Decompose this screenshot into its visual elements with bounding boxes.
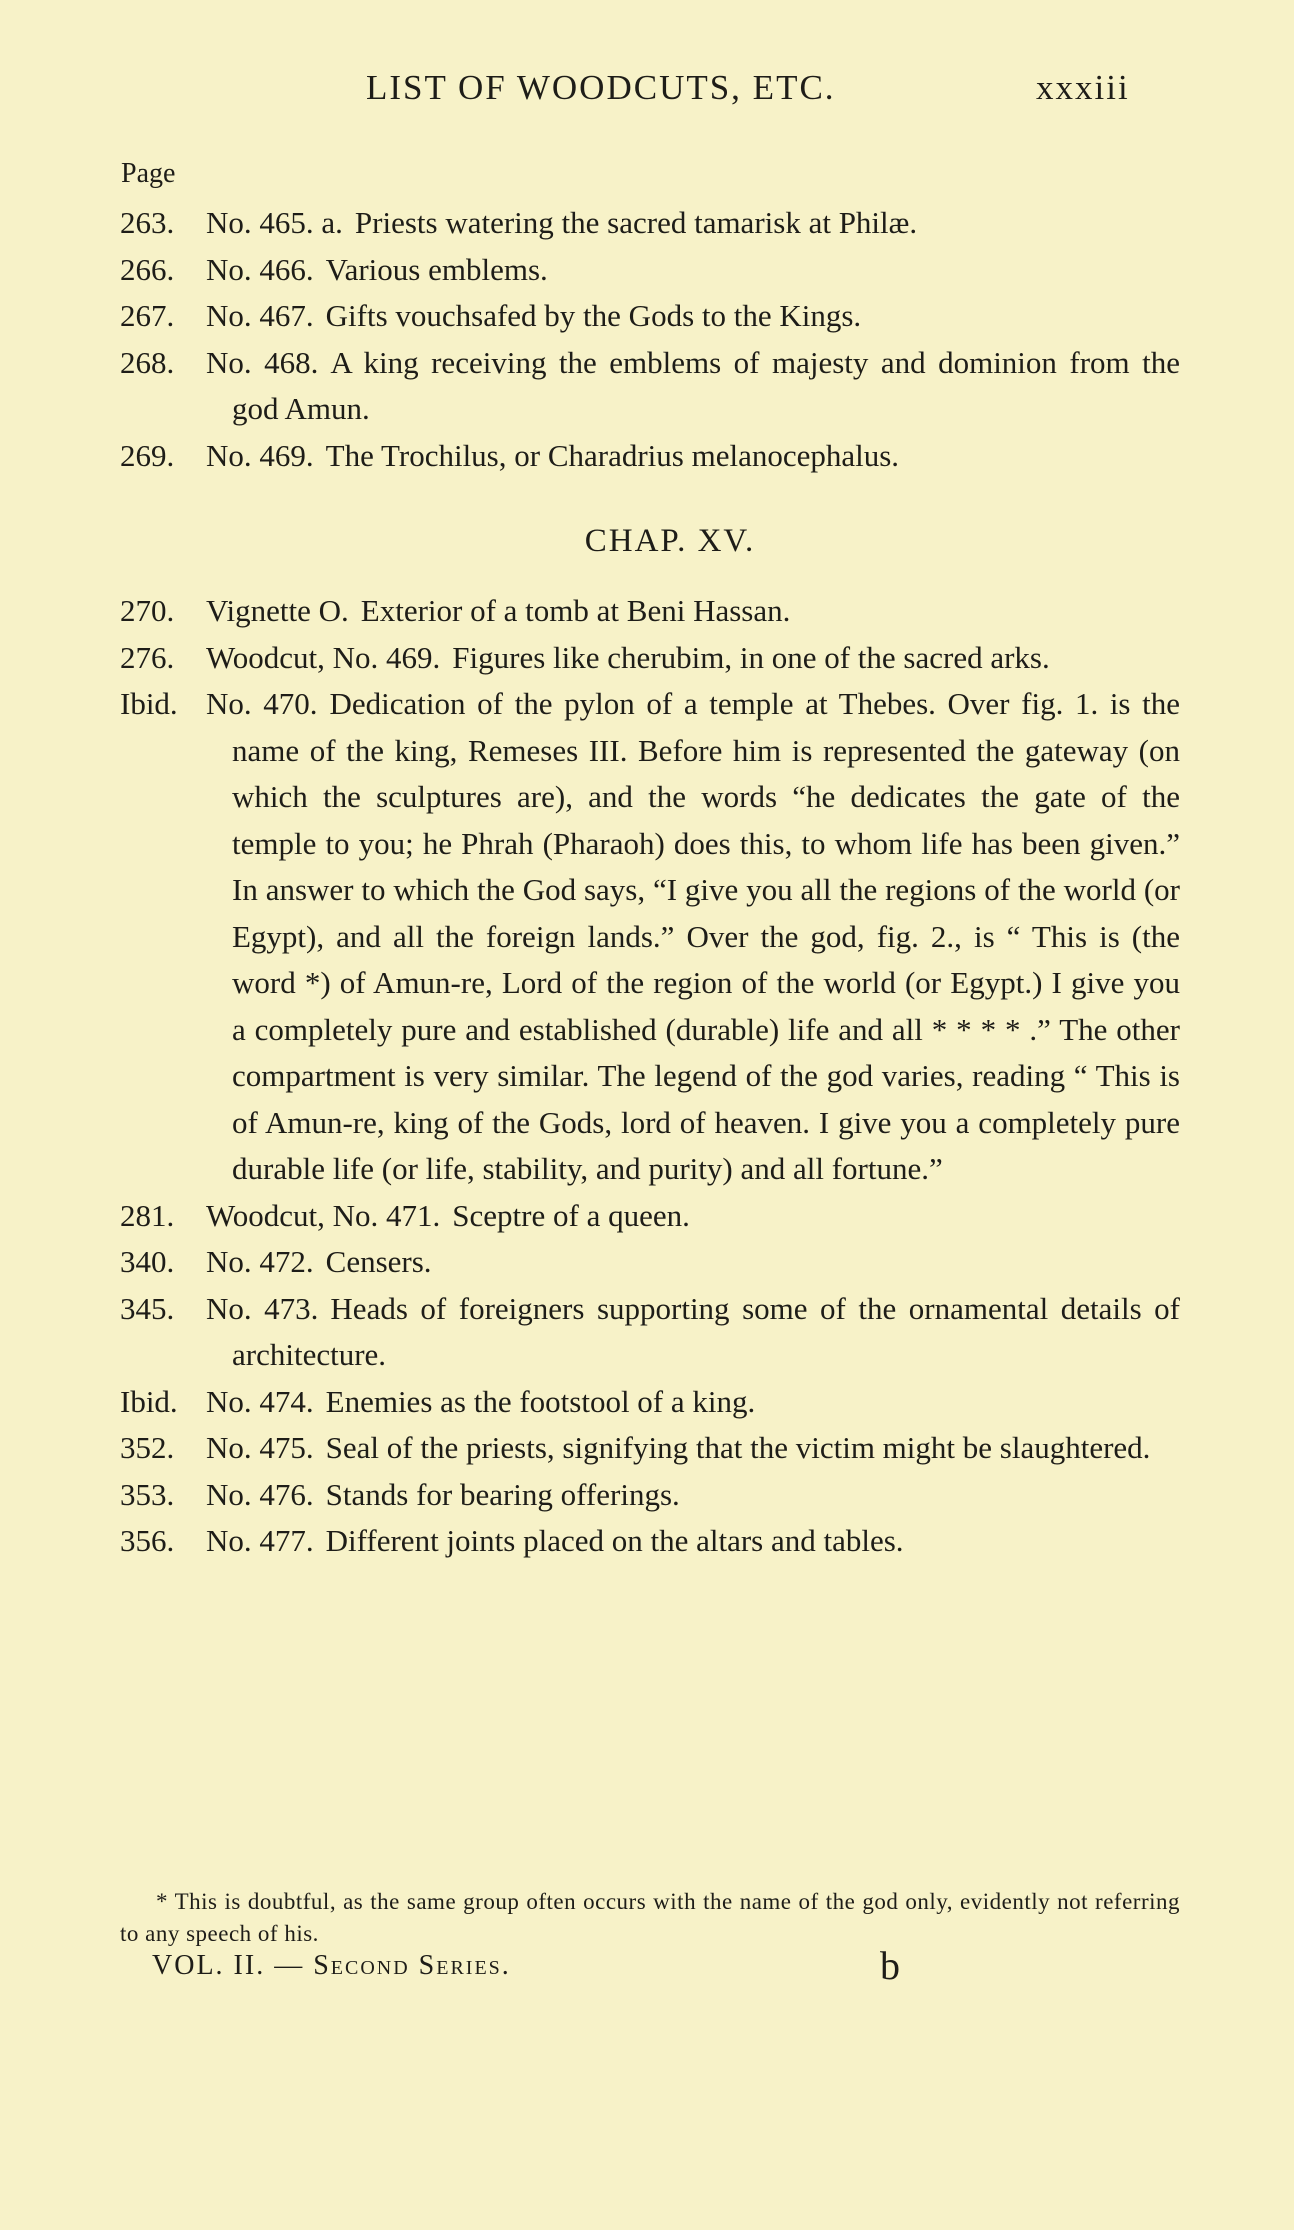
- entry-figure-number: No. 476.: [206, 1476, 314, 1512]
- entry-description: Sceptre of a queen.: [452, 1197, 690, 1233]
- entry-page-number: 266.: [120, 251, 175, 287]
- entry-figure-number: No. 472.: [206, 1244, 314, 1279]
- list-item: [120, 1472, 1180, 1519]
- entry-description: Exterior of a tomb at Beni Hassan.: [360, 593, 791, 628]
- list-item: [120, 1239, 1180, 1286]
- running-head: [0, 68, 1294, 118]
- entry-description: Figures like cherubim, in one of the sacred arks.: [452, 639, 1050, 675]
- entry-page-number: 281.: [120, 1197, 175, 1233]
- entries-before-chapter: [120, 200, 1180, 479]
- entry-figure-number: No. 474.: [206, 1383, 314, 1419]
- entry-description: Dedication of the pylon of a temple at Thebes. Over fig. 1. is the name of the king, Remeses III. Before him is represented the gateway (on which the sculptures are), and the words “he dedicates the gate of the temple to you; he Phrah (Pharaoh) does this, to whom life has been given.” In answer to which the God says, “I give you all the regions of the world (or Egypt), and all the foreign lands.” Over the god, fig. 2., is “ This is (the word *) of Amun-re, Lord of the region of the world (or Egypt.) I give you a completely pure and established (durable) life and all * * * * .” The other compartment is very similar. The legend of the god varies, reading “ This is of Amun-re, king of the Gods, lord of heaven. I give you a completely pure durable life (or life, stability, and purity) and all fortune.”: [232, 686, 1181, 1186]
- list-item: [120, 1193, 1180, 1240]
- entry-figure-number: No. 477.: [206, 1523, 314, 1558]
- list-item: [120, 1286, 1180, 1379]
- entry-page-number: 353.: [120, 1476, 175, 1512]
- entry-description: Stands for bearing offerings.: [325, 1476, 680, 1512]
- entry-description: Enemies as the footstool of a king.: [325, 1383, 756, 1419]
- entry-description: Seal of the priests, signifying that the victim might be slaughtered.: [325, 1430, 1151, 1465]
- entry-page-number: 352.: [120, 1430, 175, 1465]
- entry-figure-number: No. 466.: [206, 251, 314, 287]
- entry-figure-number: Woodcut, No. 469.: [206, 639, 441, 675]
- entry-figure-number: No. 465. a.: [206, 205, 343, 240]
- entry-page-number: 269.: [120, 437, 175, 473]
- woodcut-list: [120, 200, 1180, 1565]
- entry-description: Different joints placed on the altars and tables.: [325, 1523, 904, 1558]
- volume-label: VOL. II. — Second Series.: [152, 1950, 511, 1981]
- entry-description: Gifts vouchsafed by the Gods to the Kings.: [325, 298, 862, 333]
- list-item: [120, 681, 1180, 1193]
- entries-after-chapter: [120, 588, 1180, 1565]
- entry-page-number: 356.: [120, 1523, 175, 1558]
- entry-page-number: 345.: [120, 1290, 175, 1326]
- entry-page-number: 276.: [120, 639, 175, 675]
- list-item: [120, 200, 1180, 247]
- entry-figure-number: Woodcut, No. 471.: [206, 1197, 441, 1233]
- list-item: [120, 293, 1180, 340]
- signature-line: [152, 1943, 932, 1998]
- entry-figure-number: No. 467.: [206, 298, 314, 333]
- entry-page-number: 267.: [120, 298, 175, 333]
- entry-description: Censers.: [325, 1244, 432, 1279]
- running-head-title: LIST OF WOODCUTS, ETC.: [366, 68, 836, 107]
- entry-page-number: 263.: [120, 205, 175, 240]
- page-folio: xxxiii: [1036, 68, 1130, 107]
- entry-description: Priests watering the sacred tamarisk at Philæ.: [354, 205, 918, 240]
- entry-figure-number: No. 470.: [206, 686, 318, 721]
- entry-page-number: 340.: [120, 1244, 175, 1279]
- entry-page-number: 268.: [120, 344, 175, 380]
- footnote: * This is doubtful, as the same group often occurs with the name of the god only, evidently not referring to any speech of his.: [120, 1889, 1180, 1946]
- entry-page-number: Ibid.: [120, 686, 178, 721]
- chapter-heading: CHAP. XV.: [584, 523, 756, 559]
- entry-description: A king receiving the emblems of majesty and dominion from the god Amun.: [232, 344, 1181, 426]
- list-item: [120, 1425, 1180, 1472]
- signature-mark: b: [880, 1943, 902, 1988]
- list-item: [120, 1379, 1180, 1426]
- page-column-label: Page: [121, 158, 176, 189]
- entry-page-number: 270.: [120, 593, 175, 628]
- entry-description: The Trochilus, or Charadrius melanocephalus.: [325, 437, 900, 473]
- entry-figure-number: No. 475.: [206, 1430, 314, 1465]
- entry-page-number: Ibid.: [120, 1383, 178, 1419]
- list-item: [120, 635, 1180, 682]
- list-item: [120, 588, 1180, 635]
- entry-figure-number: Vignette O.: [206, 593, 349, 628]
- entry-description: Various emblems.: [325, 251, 548, 287]
- list-item: [120, 1518, 1180, 1565]
- entry-figure-number: No. 469.: [206, 437, 314, 473]
- list-item: [120, 247, 1180, 294]
- list-item: [120, 433, 1180, 480]
- list-item: [120, 340, 1180, 433]
- entry-figure-number: No. 468.: [206, 344, 319, 380]
- entry-figure-number: No. 473.: [206, 1290, 319, 1326]
- entry-description: Heads of foreigners supporting some of the ornamental details of architecture.: [232, 1290, 1181, 1372]
